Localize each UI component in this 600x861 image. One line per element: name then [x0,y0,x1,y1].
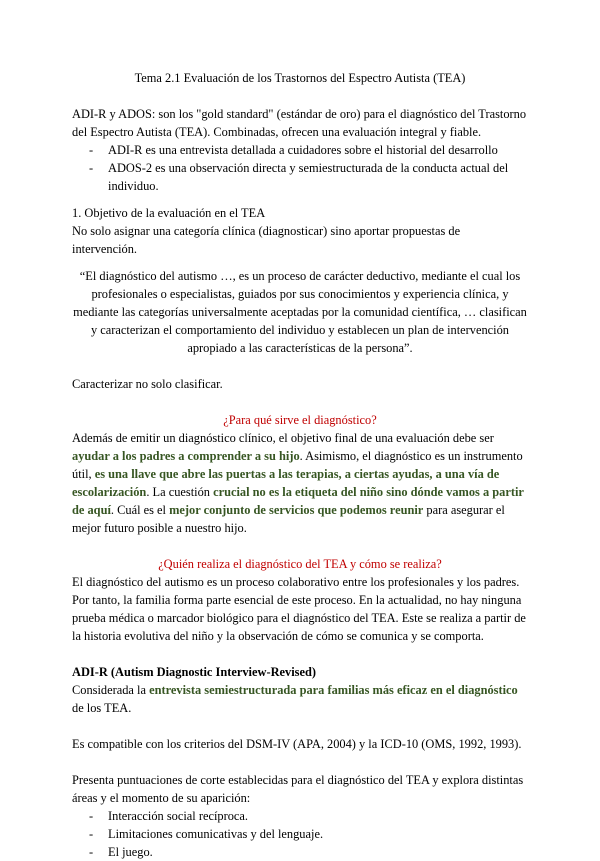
section3-paragraph: El diagnóstico del autismo es un proceso colaborativo entre los profesionales y los padres. Por tanto, la familia forma parte esencial de este proceso. En la actualidad, no hay ninguna prueba médica o marcador biológico para el diagnóstico del TEA. Este se realiza a partir de la historia evolutiva del niño y la observación de cómo se comunica y se comporta. [72,575,526,643]
quote-paragraph: “El diagnóstico del autismo …, es un proceso de carácter deductivo, mediante el cual los profesionales o especialistas, guiados por sus conocimientos y experiencia clínica, y mediante las categorías universalmente aceptadas por la comunidad científica, … clasifican y caracterizan el comportamiento del individuo y establecen un plan de intervención apropiado a las características de la persona”. [73,269,527,355]
text-run: . Cuál es el [110,503,170,517]
caracterizar-text: Caracterizar no solo clasificar. [72,377,223,391]
document-content [72,69,528,861]
adir-compat-text: Es compatible con los criterios del DSM-IV (APA, 2004) y la ICD-10 (OMS, 1992, 1993). [72,737,522,751]
list-item: - Limitaciones comunicativas y del lenguaje. [72,825,528,843]
highlight-text: es una llave que abre las puertas a las terapias, a ciertas ayudas, a una vía de escolarización [72,467,500,499]
highlight-text: ayudar a los padres a comprender a su hijo [72,449,300,463]
section1-heading: 1. Objetivo de la evaluación en el TEA [72,206,266,220]
text-run: para asegurar el mejor futuro posible a nuestro hijo. [72,503,505,535]
intro-paragraph: ADI-R y ADOS: son los "gold standard" (estándar de oro) para el diagnóstico del Trastorno del Espectro Autista (TEA). Combinadas, ofrecen una evaluación integral y fiable. [72,107,527,139]
list-item: - Interacción social recíproca. [72,807,528,825]
section2-heading: ¿Para qué sirve el diagnóstico? [223,413,377,427]
highlight-text: mejor conjunto de servicios que podemos reunir [169,503,424,517]
document-title: Tema 2.1 Evaluación de los Trastornos del Espectro Autista (TEA) [134,71,466,85]
section1-text: No solo asignar una categoría clínica (diagnosticar) sino aportar propuestas de intervención. [72,224,461,256]
intro-list [72,141,528,195]
highlight-text: entrevista semiestructurada para familias más eficaz en el diagnóstico [149,683,518,697]
text-run: . Asimismo, el diagnóstico es un instrumento útil, [72,449,523,481]
section2-paragraph [72,429,528,537]
text-run: Además de emitir un diagnóstico clínico, el objetivo final de una evaluación debe ser [72,431,494,445]
list-item: - El juego. [72,843,528,861]
text-run: . La cuestión [146,485,214,499]
list-item: - ADI-R es una entrevista detallada a cuidadores sobre el historial del desarrollo [72,141,528,159]
section3-heading: ¿Quién realiza el diagnóstico del TEA y cómo se realiza? [158,557,442,571]
highlight-text: crucial no es la etiqueta del niño sino dónde vamos a partir de aquí [72,485,524,517]
adir-heading: ADI-R (Autism Diagnostic Interview-Revised) [72,665,316,679]
list-item: - ADOS-2 es una observación directa y semiestructurada de la conducta actual del individuo. [72,159,528,195]
text-run: Considerada la [72,683,150,697]
adir-list [72,807,528,861]
text-run: de los TEA. [72,701,132,715]
adir-presenta-text: Presenta puntuaciones de corte establecidas para el diagnóstico del TEA y explora distintas áreas y el momento de su aparición: [72,773,524,805]
adir-paragraph [72,681,528,717]
